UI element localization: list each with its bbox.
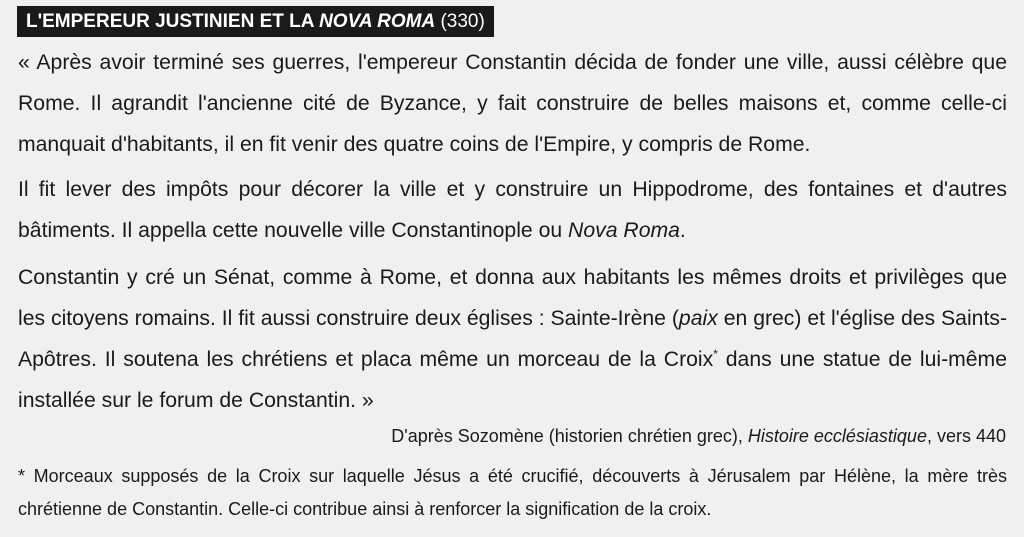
p3-text-3: dans une statue de lui-même installée sur le forum de Constantin. » <box>18 348 1007 412</box>
title-year: (330) <box>435 11 485 32</box>
source-date: , vers 440 <box>926 426 1006 446</box>
quote-paragraph-3 <box>18 257 1007 421</box>
p3-text-2: en grec) et l'église des Saints-Apôtres. Il soutena les chrétiens et placa même un morceau de la Croix <box>18 307 1007 371</box>
section-title <box>17 6 494 37</box>
title-main: L'EMPEREUR JUSTINIEN ET LA <box>26 11 320 32</box>
title-emphasis: NOVA ROMA <box>319 11 436 32</box>
p3-text-1: Constantin y cré un Sénat, comme à Rome, et donna aux habitants les mêmes droits et privilèges que les citoyens romains. Il fit aussi construire deux églises : Sainte-Irène ( <box>18 266 1007 330</box>
p2-text: Il fit lever des impôts pour décorer la ville et y construire un Hippodrome, des fontaines et d'autres bâtiments. Il appella cette nouvelle ville Constantinople ou <box>18 178 1007 242</box>
footnote <box>18 460 1007 526</box>
source-citation <box>391 421 1006 451</box>
footnote-marker: * <box>18 466 26 486</box>
footnote-text: Morceaux supposés de la Croix sur laquelle Jésus a été crucifié, découverts à Jérusalem par Hélène, la mère très chrétienne de Constantin. Celle-ci contribue ainsi à renforcer la signification de la croix. <box>18 466 1007 519</box>
p2-emphasis: Nova Roma <box>568 219 680 242</box>
quote-paragraph-2 <box>18 169 1007 251</box>
source-work-title: Histoire ecclésiastique <box>747 426 927 446</box>
quote-paragraph-1: « Après avoir terminé ses guerres, l'empereur Constantin décida de fonder une ville, aussi célèbre que Rome. Il agrandit l'ancienne cité de Byzance, y fait construire de belles maisons et, comme celle-ci manquait d'habitants, il en fit venir des quatre coins de l'Empire, y compris de Rome. <box>18 51 1007 156</box>
p3-emphasis: paix <box>678 307 718 330</box>
footnote-reference: * <box>713 346 718 361</box>
source-author: D'après Sozomène (historien chrétien grec), <box>391 426 748 446</box>
p2-end: . <box>679 219 686 242</box>
